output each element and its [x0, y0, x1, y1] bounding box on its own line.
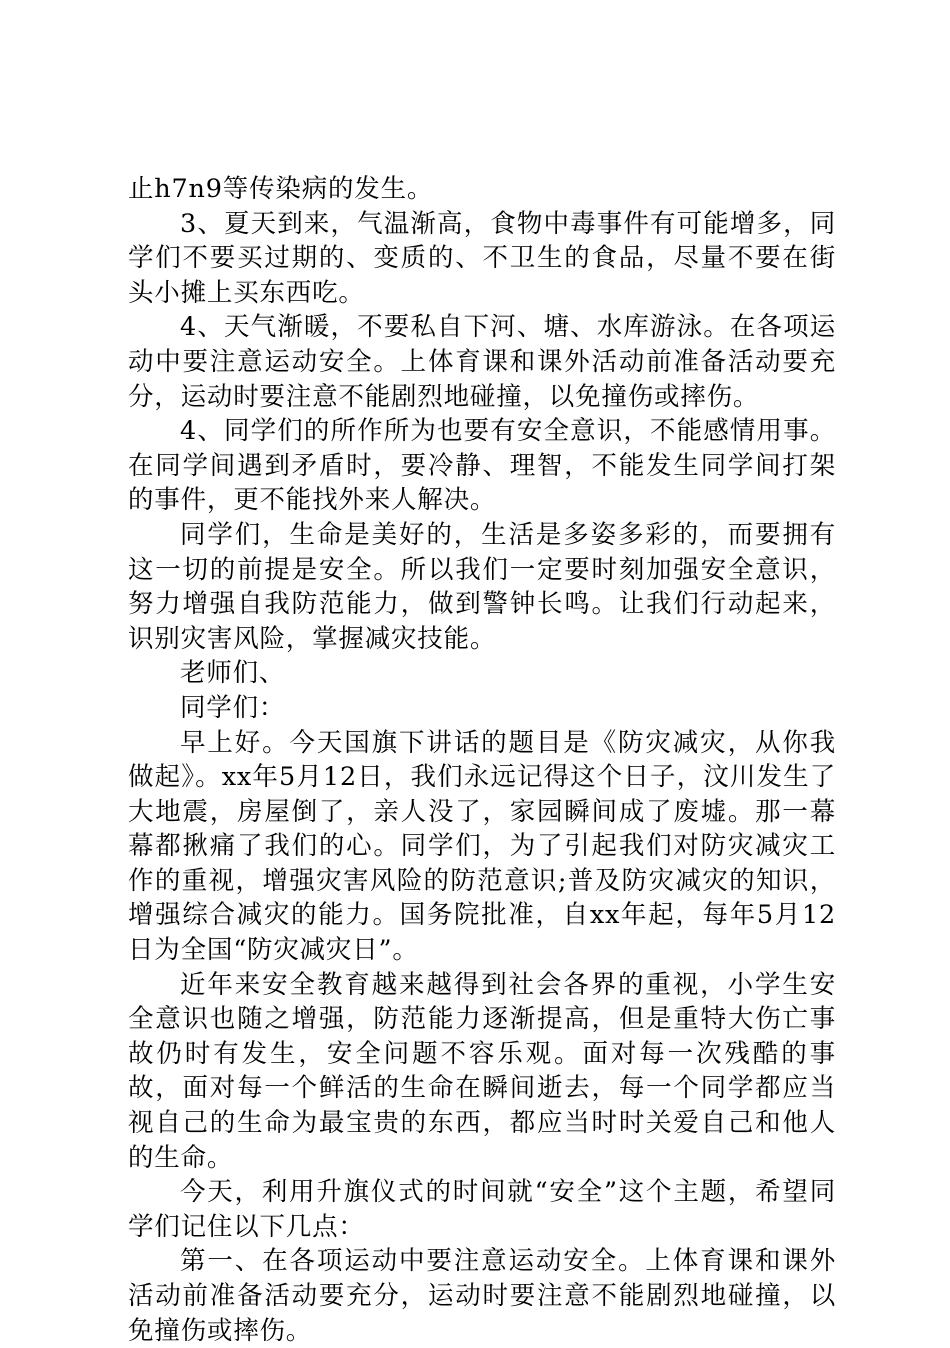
salutation-teachers: 老师们、 [180, 658, 286, 689]
paragraph-5: 同学们，生命是美好的，生活是多姿多彩的，而要拥有这一切的前提是安全。所以我们一定要时刻加强安全意识，努力增强自我防范能力，做到警钟长鸣。让我们行动起来，识别灾害风险，掌握减灾技能。 [128, 519, 836, 654]
paragraph-3: 4、天气渐暖，不要私自下河、塘、水库游泳。在各项运动中要注意运动安全。上体育课和课外活动前准备活动要充分，运动时要注意不能剧烈地碰撞，以免撞伤或摔伤。 [128, 312, 836, 412]
paragraph-2: 3、夏天到来，气温渐高，食物中毒事件有可能增多，同学们不要买过期的、变质的、不卫生的食品，尽量不要在街头小摊上买东西吃。 [128, 208, 836, 308]
salutation-students: 同学们： [180, 692, 286, 723]
paragraph-8: 早上好。今天国旗下讲话的题目是《防灾减灾，从你我做起》。xx年5月12日，我们永远记得这个日子，汶川发生了大地震，房屋倒了，亲人没了，家园瞬间成了废墟。那一幕幕都揪痛了我们的心。同学们，为了引起我们对防灾减灾工作的重视，增强灾害风险的防范意识;普及防灾减灾的知识，增强综合减灾的能力。国务院批准，自xx年起，每年5月12日为全国“防灾减灾日”。 [128, 727, 836, 966]
paragraph-1: 止h7n9等传染病的发生。 [128, 174, 434, 204]
paragraph-4: 4、同学们的所作所为也要有安全意识，不能感情用事。在同学间遇到矛盾时，要冷静、理智，不能发生同学间打架的事件，更不能找外来人解决。 [128, 416, 836, 516]
paragraph-11: 第一、在各项运动中要注意运动安全。上体育课和课外活动前准备活动要充分，运动时要注意不能剧烈地碰撞，以免撞伤或摔伤。 [128, 1246, 836, 1346]
document-body [128, 172, 836, 1348]
paragraph-10: 今天，利用升旗仪式的时间就“安全”这个主题，希望同学们记住以下几点： [128, 1177, 836, 1242]
paragraph-9: 近年来安全教育越来越得到社会各界的重视，小学生安全意识也随之增强，防范能力逐渐提高，但是重特大伤亡事故仍时有发生，安全问题不容乐观。面对每一次残酷的事故，面对每一个鲜活的生命在瞬间逝去，每一个同学都应当视自己的生命为最宝贵的东西，都应当时时关爱自己和他人的生命。 [128, 969, 836, 1173]
